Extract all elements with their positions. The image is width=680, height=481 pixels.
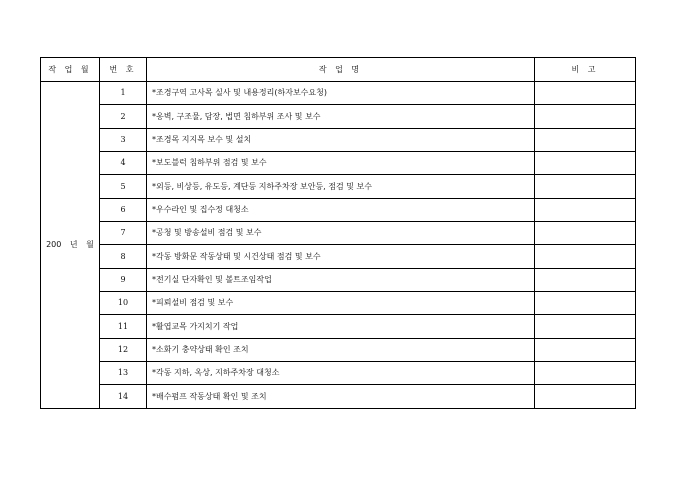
table-row xyxy=(41,82,636,105)
header-row xyxy=(41,58,636,82)
note-cell xyxy=(535,315,636,338)
task-name: *각동 방화문 작동상태 및 시건상태 점검 및 보수 xyxy=(147,245,535,268)
table-body xyxy=(41,82,636,409)
row-number: 7 xyxy=(100,222,147,245)
note-cell xyxy=(535,175,636,198)
row-number: 2 xyxy=(100,105,147,128)
table-row xyxy=(41,152,636,175)
row-number: 9 xyxy=(100,268,147,291)
header-task-name: 작 업 명 xyxy=(147,58,535,82)
task-name: *공청 및 방송설비 점검 및 보수 xyxy=(147,222,535,245)
note-cell xyxy=(535,105,636,128)
note-cell xyxy=(535,385,636,408)
note-cell xyxy=(535,152,636,175)
row-number: 1 xyxy=(100,82,147,105)
task-name: *각동 지하, 옥상, 지하주차장 대청소 xyxy=(147,362,535,385)
row-number: 3 xyxy=(100,128,147,151)
table-row xyxy=(41,222,636,245)
work-schedule-table xyxy=(40,57,636,409)
task-name: *옹벽, 구조물, 담장, 법면 침하부위 조사 및 보수 xyxy=(147,105,535,128)
task-name: *소화기 충약상태 확인 조치 xyxy=(147,338,535,361)
row-number: 13 xyxy=(100,362,147,385)
table-row xyxy=(41,292,636,315)
row-number: 12 xyxy=(100,338,147,361)
note-cell xyxy=(535,245,636,268)
table-row xyxy=(41,128,636,151)
row-number: 14 xyxy=(100,385,147,408)
row-number: 5 xyxy=(100,175,147,198)
row-number: 8 xyxy=(100,245,147,268)
table-row xyxy=(41,245,636,268)
note-cell xyxy=(535,292,636,315)
task-name: *전기실 단자확인 및 볼트조임작업 xyxy=(147,268,535,291)
note-cell xyxy=(535,362,636,385)
task-name: *피뢰설비 점검 및 보수 xyxy=(147,292,535,315)
table-row xyxy=(41,315,636,338)
task-name: *조경구역 고사목 실사 및 내용정리(하자보수요청) xyxy=(147,82,535,105)
month-cell: 200 년 월 xyxy=(41,82,100,409)
header-number: 번 호 xyxy=(100,58,147,82)
row-number: 6 xyxy=(100,198,147,221)
table-row xyxy=(41,175,636,198)
note-cell xyxy=(535,198,636,221)
table-row xyxy=(41,105,636,128)
table-row xyxy=(41,385,636,408)
note-cell xyxy=(535,338,636,361)
note-cell xyxy=(535,128,636,151)
task-name: *조경목 지지목 보수 및 설치 xyxy=(147,128,535,151)
note-cell xyxy=(535,222,636,245)
note-cell xyxy=(535,82,636,105)
table-row xyxy=(41,338,636,361)
table-row xyxy=(41,268,636,291)
note-cell xyxy=(535,268,636,291)
task-name: *외등, 비상등, 유도등, 계단등 지하주차장 보안등, 점검 및 보수 xyxy=(147,175,535,198)
table-row xyxy=(41,198,636,221)
header-note: 비 고 xyxy=(535,58,636,82)
task-name: *배수펌프 작동상태 확인 및 조치 xyxy=(147,385,535,408)
row-number: 11 xyxy=(100,315,147,338)
row-number: 10 xyxy=(100,292,147,315)
header-month: 작 업 월 xyxy=(41,58,100,82)
task-name: *활엽교목 가지치기 작업 xyxy=(147,315,535,338)
row-number: 4 xyxy=(100,152,147,175)
task-name: *보도블럭 침하부위 점검 및 보수 xyxy=(147,152,535,175)
table-row xyxy=(41,362,636,385)
task-name: *우수라인 및 집수정 대청소 xyxy=(147,198,535,221)
